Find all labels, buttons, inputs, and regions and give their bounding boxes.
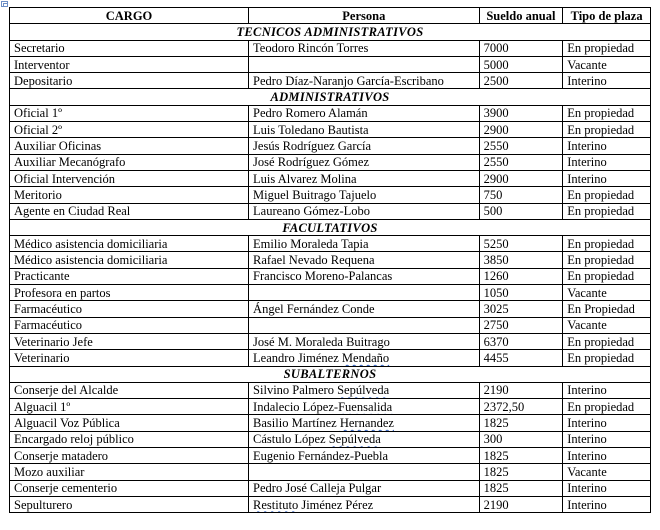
cell-cargo: Conserje matadero [10, 448, 249, 464]
cell-tipo: En propiedad [563, 122, 651, 138]
table-row [10, 464, 651, 480]
header-persona: Persona [249, 8, 480, 24]
cell-sueldo: 750 [479, 187, 563, 203]
cell-sueldo: 1260 [479, 268, 563, 284]
cell-sueldo: 4455 [479, 350, 563, 366]
cell-tipo: En propiedad [563, 236, 651, 252]
cell-tipo: En propiedad [563, 268, 651, 284]
section-header-row [10, 24, 651, 40]
table-row [10, 480, 651, 496]
cell-persona: Francisco Moreno-Palancas [249, 268, 480, 284]
cell-sueldo: 5000 [479, 56, 563, 72]
cell-persona: Basilio Martínez Hernandez [249, 415, 480, 431]
cell-cargo: Veterinario Jefe [10, 333, 249, 349]
cell-sueldo: 5250 [479, 236, 563, 252]
section-header-row [10, 219, 651, 235]
cell-sueldo: 1825 [479, 480, 563, 496]
table-row [10, 73, 651, 89]
cell-cargo: Mozo auxiliar [10, 464, 249, 480]
cell-persona: Jesús Rodríguez García [249, 138, 480, 154]
cell-cargo: Auxiliar Mecanógrafo [10, 154, 249, 170]
cell-sueldo: 2550 [479, 138, 563, 154]
cell-tipo: Vacante [563, 56, 651, 72]
cell-sueldo: 3025 [479, 301, 563, 317]
cell-cargo: Médico asistencia domiciliaria [10, 252, 249, 268]
cell-persona [249, 56, 480, 72]
cell-persona: Ángel Fernández Conde [249, 301, 480, 317]
cell-cargo: Médico asistencia domiciliaria [10, 236, 249, 252]
table-body [10, 24, 651, 513]
cell-persona: José Rodríguez Gómez [249, 154, 480, 170]
cell-sueldo: 2190 [479, 496, 563, 512]
cell-persona [249, 285, 480, 301]
spellcheck-marked-word: Restituto [253, 497, 299, 512]
cell-cargo: Conserje cementerio [10, 480, 249, 496]
cell-sueldo: 2750 [479, 317, 563, 333]
table-move-handle-icon[interactable] [1, 1, 8, 7]
header-tipo: Tipo de plaza [563, 8, 651, 24]
cell-tipo: Interino [563, 448, 651, 464]
cell-cargo: Auxiliar Oficinas [10, 138, 249, 154]
cell-persona [249, 317, 480, 333]
cell-tipo: En propiedad [563, 187, 651, 203]
cell-tipo: En propiedad [563, 105, 651, 121]
cell-tipo: En propiedad [563, 399, 651, 415]
cell-persona: Cástulo López Sepúlveda [249, 431, 480, 447]
cell-sueldo: 7000 [479, 40, 563, 56]
cell-tipo: Vacante [563, 317, 651, 333]
table-row [10, 203, 651, 219]
spellcheck-marked-word: Mendaño [341, 350, 390, 365]
cell-cargo: Encargado reloj público [10, 431, 249, 447]
section-header-row [10, 366, 651, 382]
spellcheck-marked-word: Sepúlveda [328, 432, 381, 447]
cell-sueldo: 1825 [479, 464, 563, 480]
cell-sueldo: 3900 [479, 105, 563, 121]
cell-tipo: Interino [563, 480, 651, 496]
cell-persona: Teodoro Rincón Torres [249, 40, 480, 56]
cell-persona: Pedro José Calleja Pulgar [249, 480, 480, 496]
table-row [10, 496, 651, 512]
table-row [10, 252, 651, 268]
cell-cargo: Alguacil Voz Pública [10, 415, 249, 431]
staff-salary-table [9, 7, 651, 513]
cell-persona: Miguel Buitrago Tajuelo [249, 187, 480, 203]
cell-tipo: En propiedad [563, 350, 651, 366]
spellcheck-marked-word: Sepúlveda [337, 383, 390, 398]
table-row [10, 268, 651, 284]
cell-sueldo: 3850 [479, 252, 563, 268]
cell-sueldo: 1825 [479, 448, 563, 464]
header-row [10, 8, 651, 24]
cell-sueldo: 2190 [479, 382, 563, 398]
header-sueldo: Sueldo anual [479, 8, 563, 24]
cell-sueldo: 1825 [479, 415, 563, 431]
cell-sueldo: 500 [479, 203, 563, 219]
cell-persona: Indalecio López-Fuensalida [249, 399, 480, 415]
cell-tipo: En propiedad [563, 252, 651, 268]
table-row [10, 415, 651, 431]
table-row [10, 122, 651, 138]
cell-tipo: Vacante [563, 285, 651, 301]
table-row [10, 350, 651, 366]
cell-cargo: Depositario [10, 73, 249, 89]
cell-cargo: Practicante [10, 268, 249, 284]
cell-cargo: Oficial Intervención [10, 170, 249, 186]
cell-persona: Emilio Moraleda Tapia [249, 236, 480, 252]
table-row [10, 301, 651, 317]
section-title: TECNICOS ADMINISTRATIVOS [10, 24, 651, 40]
cell-cargo: Farmacéutico [10, 317, 249, 333]
table-row [10, 448, 651, 464]
cell-cargo: Profesora en partos [10, 285, 249, 301]
cell-tipo: Interino [563, 73, 651, 89]
cell-sueldo: 2900 [479, 170, 563, 186]
table-row [10, 431, 651, 447]
table-row [10, 170, 651, 186]
cell-tipo: Interino [563, 415, 651, 431]
table-row [10, 56, 651, 72]
cell-cargo: Meritorio [10, 187, 249, 203]
cell-persona: Restituto Jiménez Pérez [249, 496, 480, 512]
cell-cargo: Secretario [10, 40, 249, 56]
cell-persona: Laureano Gómez-Lobo [249, 203, 480, 219]
cell-tipo: En propiedad [563, 40, 651, 56]
cell-cargo: Sepulturero [10, 496, 249, 512]
cell-sueldo: 2550 [479, 154, 563, 170]
cell-sueldo: 300 [479, 431, 563, 447]
cell-sueldo: 2372,50 [479, 399, 563, 415]
cell-cargo: Agente en Ciudad Real [10, 203, 249, 219]
cell-persona [249, 464, 480, 480]
table-row [10, 285, 651, 301]
cell-cargo: Oficial 1º [10, 105, 249, 121]
cell-tipo: Vacante [563, 464, 651, 480]
cell-tipo: Interino [563, 170, 651, 186]
cell-tipo: Interino [563, 154, 651, 170]
cell-persona: Leandro Jiménez Mendaño [249, 350, 480, 366]
table-row [10, 187, 651, 203]
cell-cargo: Interventor [10, 56, 249, 72]
cell-tipo: En propiedad [563, 203, 651, 219]
table-row [10, 138, 651, 154]
table-row [10, 399, 651, 415]
cell-cargo: Conserje del Alcalde [10, 382, 249, 398]
header-cargo: CARGO [10, 8, 249, 24]
cell-persona: Pedro Díaz-Naranjo García-Escribano [249, 73, 480, 89]
cell-cargo: Farmacéutico [10, 301, 249, 317]
table-row [10, 154, 651, 170]
cell-tipo: Interino [563, 431, 651, 447]
cell-cargo: Alguacil 1º [10, 399, 249, 415]
cell-tipo: En Propiedad [563, 301, 651, 317]
cell-cargo: Veterinario [10, 350, 249, 366]
table-row [10, 236, 651, 252]
table-row [10, 40, 651, 56]
cell-tipo: En propiedad [563, 333, 651, 349]
cell-persona: Luis Toledano Bautista [249, 122, 480, 138]
cell-tipo: Interino [563, 496, 651, 512]
section-header-row [10, 89, 651, 105]
cell-persona: Silvino Palmero Sepúlveda [249, 382, 480, 398]
spellcheck-marked-word: Hernandez [339, 416, 394, 431]
table-row [10, 333, 651, 349]
cell-tipo: Interino [563, 138, 651, 154]
section-title: SUBALTERNOS [10, 366, 651, 382]
section-title: ADMINISTRATIVOS [10, 89, 651, 105]
spellcheck-marked-word: Fuensalida [338, 399, 393, 414]
cell-sueldo: 2500 [479, 73, 563, 89]
section-title: FACULTATIVOS [10, 219, 651, 235]
cell-persona: Eugenio Fernández-Puebla [249, 448, 480, 464]
cell-sueldo: 6370 [479, 333, 563, 349]
cell-persona: Rafael Nevado Requena [249, 252, 480, 268]
cell-sueldo: 2900 [479, 122, 563, 138]
cell-persona: Luis Alvarez Molina [249, 170, 480, 186]
cell-cargo: Oficial 2º [10, 122, 249, 138]
table-row [10, 105, 651, 121]
cell-persona: Pedro Romero Alamán [249, 105, 480, 121]
cell-tipo: Interino [563, 382, 651, 398]
table-row [10, 382, 651, 398]
cell-sueldo: 1050 [479, 285, 563, 301]
table-row [10, 317, 651, 333]
cell-persona: José M. Moraleda Buitrago [249, 333, 480, 349]
